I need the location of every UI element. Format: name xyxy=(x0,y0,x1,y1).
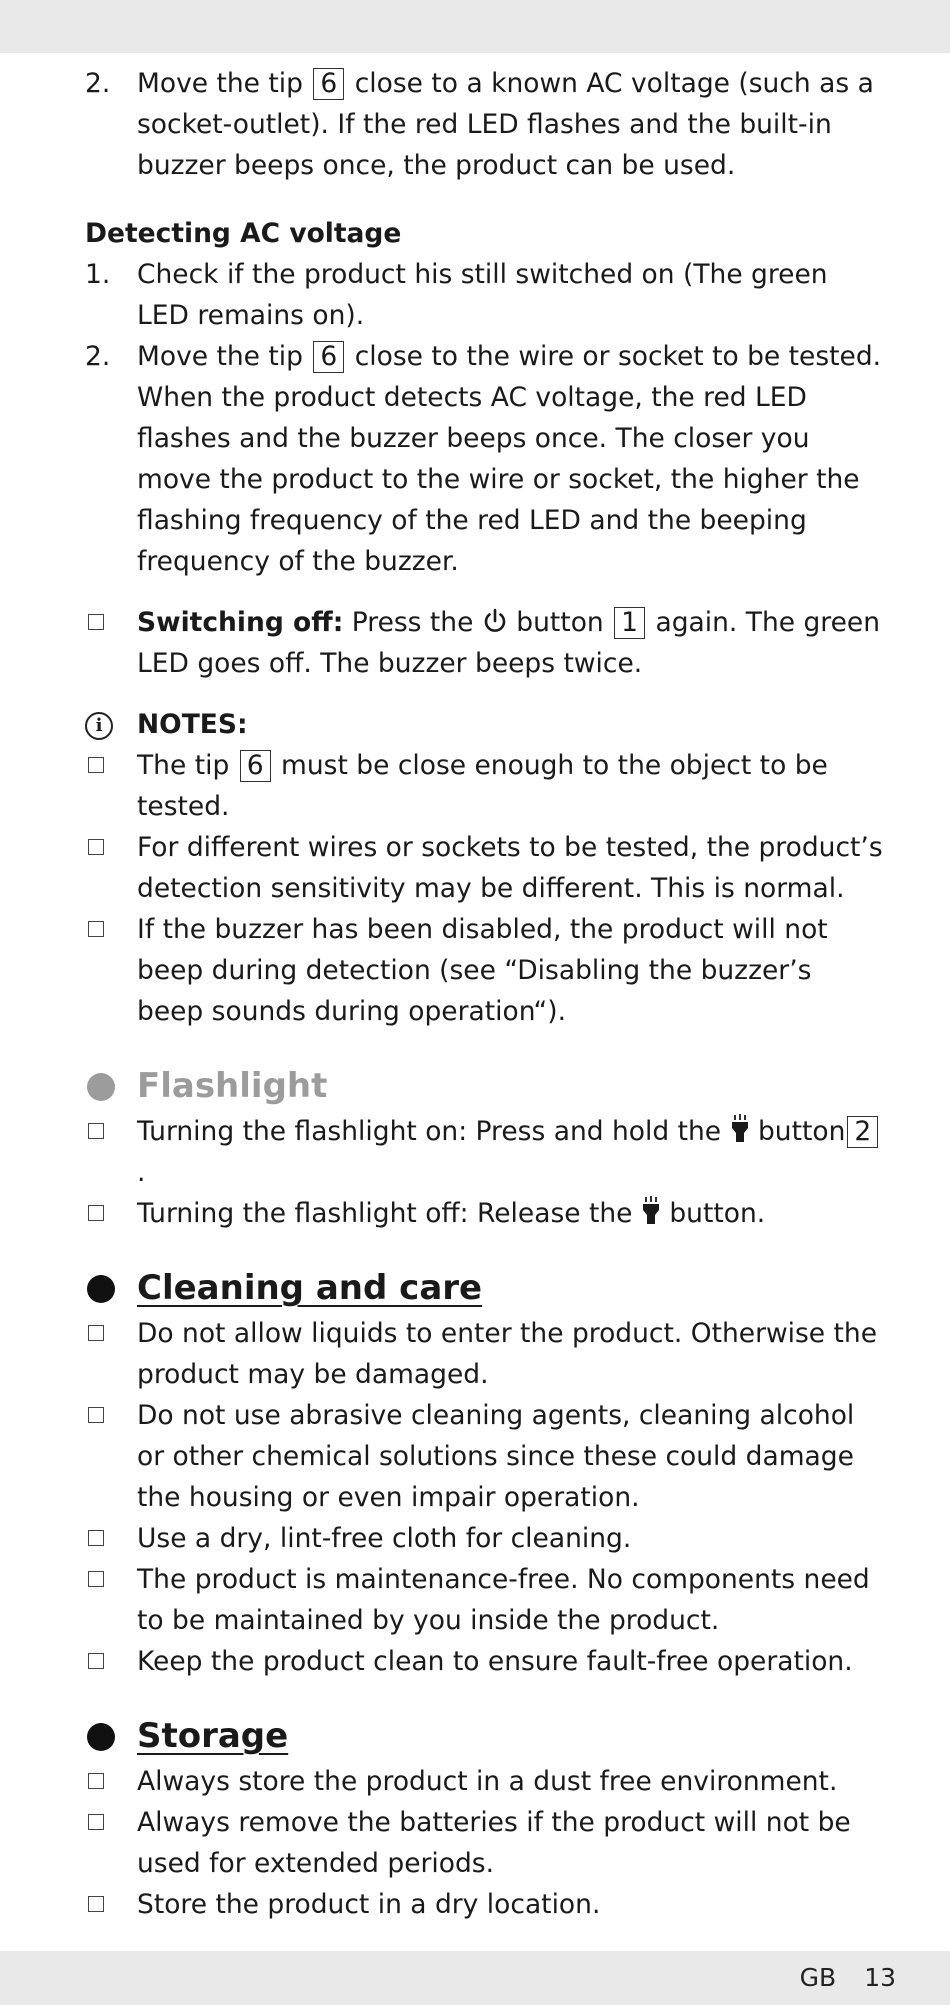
flashlight-on-before: Turning the flashlight on: Press and hold the xyxy=(137,1116,722,1147)
storage-text: Always store the product in a dust free environment. xyxy=(137,1766,838,1797)
cleaning-text: Use a dry, lint-free cloth for cleaning. xyxy=(137,1523,632,1554)
checkbox-bullet-icon xyxy=(88,1205,104,1221)
page-number: 13 xyxy=(864,1963,896,1992)
section-bullet-icon xyxy=(87,1073,115,1101)
storage-item xyxy=(85,1761,885,1802)
note-item xyxy=(85,909,885,1032)
section-bullet-icon xyxy=(87,1723,115,1751)
storage-item xyxy=(85,1802,885,1884)
info-icon: i xyxy=(85,712,113,740)
detecting-step-1 xyxy=(85,254,885,336)
note-item xyxy=(85,745,885,827)
step-number: 2. xyxy=(85,341,111,372)
page-footer xyxy=(800,1963,896,1992)
flashlight-on-after: . xyxy=(137,1157,146,1188)
section-title: Flashlight xyxy=(137,1066,328,1106)
notes-title: NOTES: xyxy=(137,709,248,740)
storage-text: Store the product in a dry location. xyxy=(137,1889,601,1920)
cleaning-text: Keep the product clean to ensure fault-free operation. xyxy=(137,1646,853,1677)
cleaning-item xyxy=(85,1518,885,1559)
flashlight-on-mid: button xyxy=(757,1116,846,1147)
reference-box: 6 xyxy=(313,68,344,100)
switching-off-item xyxy=(85,602,885,684)
power-icon xyxy=(482,607,508,635)
checkbox-bullet-icon xyxy=(88,1123,104,1139)
note-item xyxy=(85,827,885,909)
switching-off-before: Press the xyxy=(351,607,474,638)
checkbox-bullet-icon xyxy=(88,1530,104,1546)
step-number: 1. xyxy=(85,259,111,290)
section-heading-storage xyxy=(85,1711,885,1761)
flashlight-icon xyxy=(730,1114,750,1144)
cleaning-text: Do not allow liquids to enter the product. Otherwise the product may be damaged. xyxy=(137,1318,878,1390)
flashlight-on-item xyxy=(85,1111,885,1193)
cleaning-item xyxy=(85,1559,885,1641)
note-text-after: must be close enough to the object to be tested. xyxy=(137,750,828,822)
step-text-before: Move the tip xyxy=(137,341,303,372)
switching-off-label: Switching off: xyxy=(137,607,344,638)
note-text-before: The tip xyxy=(137,750,230,781)
checkbox-bullet-icon xyxy=(88,1407,104,1423)
checkbox-bullet-icon xyxy=(88,921,104,937)
switching-off-mid: button xyxy=(516,607,604,638)
reference-box: 2 xyxy=(847,1116,878,1148)
detecting-step-2 xyxy=(85,336,885,582)
section-heading-cleaning xyxy=(85,1263,885,1313)
step-text: Check if the product his still switched on (The green LED remains on). xyxy=(137,259,828,331)
note-text: If the buzzer has been disabled, the product will not beep during detection (see “Disabling the buzzer’s beep sounds during operation“). xyxy=(137,914,828,1027)
note-text: For different wires or sockets to be tested, the product’s detection sensitivity may be different. This is normal. xyxy=(137,832,883,904)
step-text-before: Move the tip xyxy=(137,68,303,99)
checkbox-bullet-icon xyxy=(88,1773,104,1789)
language-code: GB xyxy=(799,1963,837,1992)
checkbox-bullet-icon xyxy=(88,1896,104,1912)
notes-heading xyxy=(85,704,885,745)
cleaning-item xyxy=(85,1313,885,1395)
checkbox-bullet-icon xyxy=(88,1653,104,1669)
storage-text: Always remove the batteries if the product will not be used for extended periods. xyxy=(137,1807,851,1879)
header-band xyxy=(0,0,950,53)
section-heading-flashlight xyxy=(85,1061,885,1111)
checkbox-bullet-icon xyxy=(88,614,104,630)
checkbox-bullet-icon xyxy=(88,757,104,773)
cleaning-item xyxy=(85,1641,885,1682)
step-number: 2. xyxy=(85,68,111,99)
flashlight-off-item xyxy=(85,1193,885,1234)
reference-box: 1 xyxy=(614,607,645,639)
manual-content xyxy=(85,63,885,1925)
section-subtitle-detecting: Detecting AC voltage xyxy=(85,218,402,249)
section-title: Storage xyxy=(137,1716,289,1756)
flashlight-icon xyxy=(641,1196,661,1226)
step-text-after: close to the wire or socket to be tested. When the product detects AC voltage, the red LED flashes and the buzzer beeps once. The closer you move the product to the wire or socket, the higher the flashing frequency of the red LED and the beeping frequency of the buzzer. xyxy=(137,341,882,577)
flashlight-off-after: button. xyxy=(669,1198,766,1229)
checkbox-bullet-icon xyxy=(88,1814,104,1830)
checkbox-bullet-icon xyxy=(88,839,104,855)
cleaning-text: Do not use abrasive cleaning agents, cleaning alcohol or other chemical solutions since these could damage the housing or even impair operation. xyxy=(137,1400,855,1513)
section-bullet-icon xyxy=(87,1275,115,1303)
reference-box: 6 xyxy=(313,341,344,373)
checkbox-bullet-icon xyxy=(88,1325,104,1341)
cleaning-text: The product is maintenance-free. No components need to be maintained by you inside the product. xyxy=(137,1564,870,1636)
section-title: Cleaning and care xyxy=(137,1268,483,1308)
checkbox-bullet-icon xyxy=(88,1571,104,1587)
intro-step xyxy=(85,63,885,186)
cleaning-item xyxy=(85,1395,885,1518)
step-text-after: close to a known AC voltage (such as a socket-outlet). If the red LED flashes and the built-in buzzer beeps once, the product can be used. xyxy=(137,68,874,181)
reference-box: 6 xyxy=(240,750,271,782)
switching-off-after: again. The green LED goes off. The buzzer beeps twice. xyxy=(137,607,881,679)
storage-item xyxy=(85,1884,885,1925)
flashlight-off-before: Turning the flashlight off: Release the xyxy=(137,1198,633,1229)
